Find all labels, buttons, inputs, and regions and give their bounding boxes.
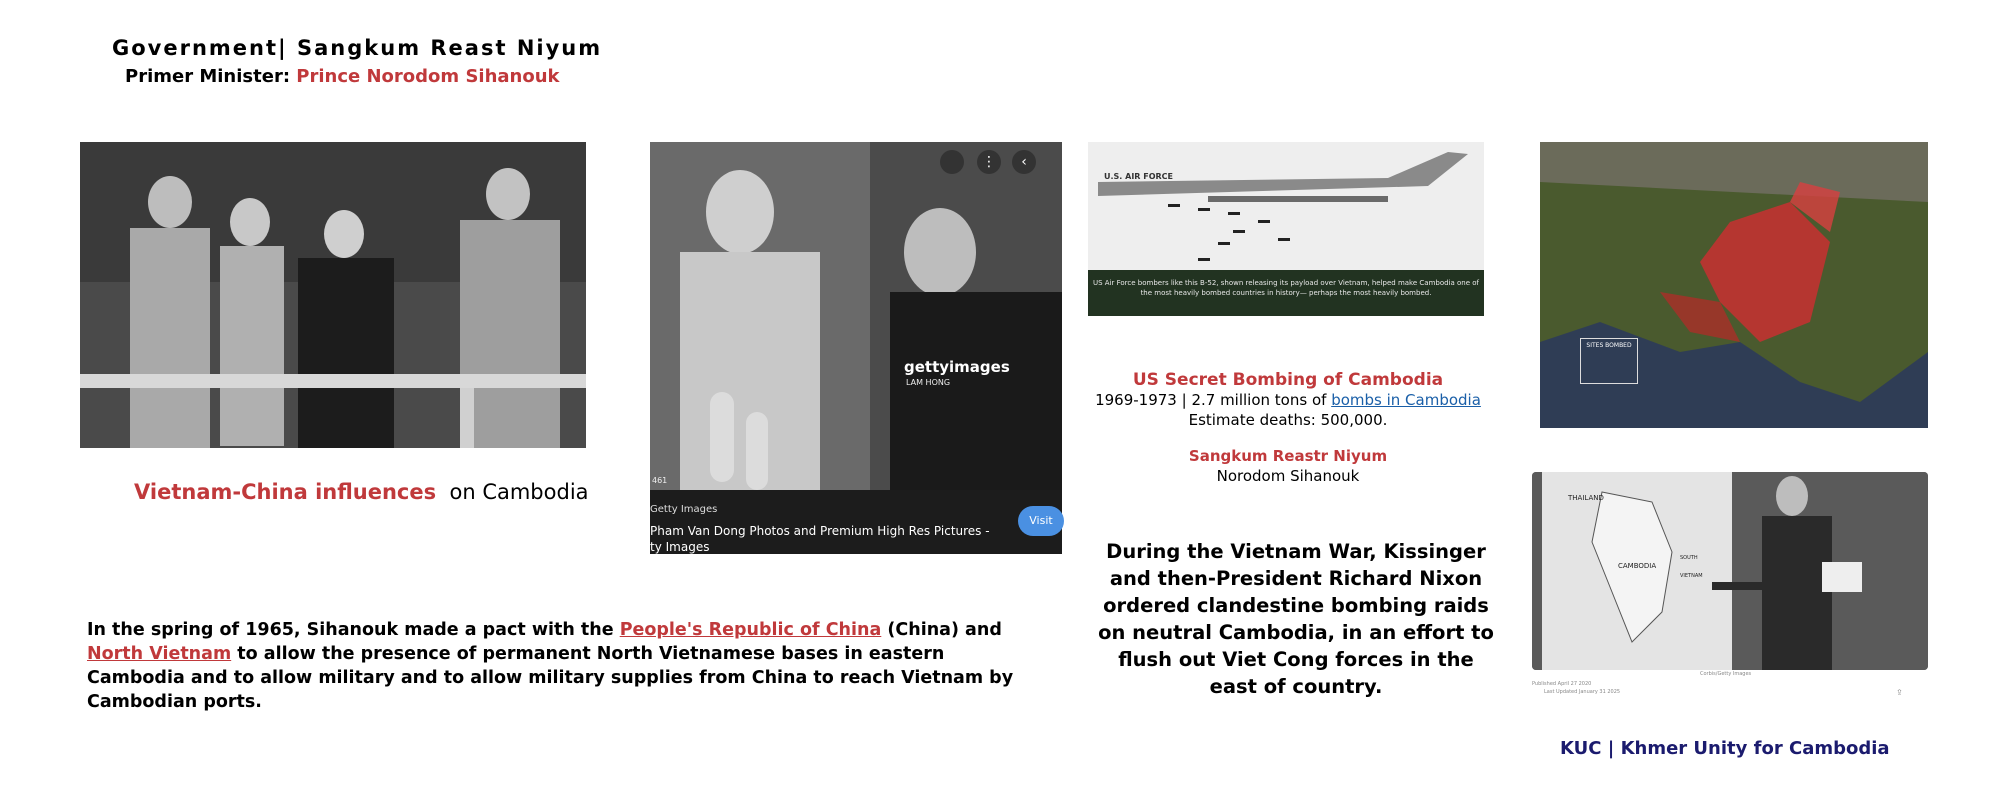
paragraph-text-1: In the spring of 1965, Sihanouk made a pact with the [87, 620, 620, 640]
subtitle-name: Prince Norodom Sihanouk [296, 66, 560, 87]
plane-marking: U.S. AIR FORCE [1104, 172, 1173, 181]
getty-credit: LAM HONG [906, 378, 951, 387]
map-label-cambodia: CAMBODIA [1618, 562, 1657, 570]
bombing-deaths: Estimate deaths: 500,000. [1188, 411, 1388, 429]
subtitle-prefix: Primer Minister: [125, 66, 291, 87]
party-name: Sangkum Reastr Niyum [1188, 447, 1388, 465]
getty-source: Getty Images [650, 504, 718, 515]
page-subtitle [125, 66, 560, 87]
share-icon[interactable]: ⇪ [1896, 688, 1903, 697]
pact-paragraph [87, 618, 1027, 714]
bombing-info [1088, 370, 1488, 486]
north-vietnam-link[interactable]: North Vietnam [87, 644, 232, 664]
party-leader: Norodom Sihanouk [1216, 467, 1360, 485]
bombing-title: US Secret Bombing of Cambodia [1132, 370, 1444, 390]
bombing-stat [1088, 390, 1488, 410]
photo1-caption [134, 480, 589, 504]
map-label-thailand: THAILAND [1568, 494, 1604, 502]
getty-info-bar [650, 490, 1062, 554]
prc-link[interactable]: People's Republic of China [619, 620, 882, 640]
more-options-icon[interactable]: ⋮ [977, 150, 1001, 174]
footer-org: KUC | Khmer Unity for Cambodia [1560, 738, 1890, 759]
page-title: Government| Sangkum Reast Niyum [112, 36, 603, 60]
caption-rest: on Cambodia [449, 480, 589, 504]
map-legend: SITES BOMBED [1580, 338, 1638, 384]
published-date: Published April 27 2020 [1532, 681, 1592, 687]
lens-icon[interactable] [940, 150, 964, 174]
getty-title-cont[interactable]: ty Images [650, 540, 710, 554]
map-label-vietnam: VIETNAM [1680, 573, 1703, 579]
map-label-south: SOUTH [1680, 555, 1698, 561]
updated-date: Last Updated January 31 2025 [1544, 689, 1621, 695]
getty-title[interactable]: Pham Van Dong Photos and Premium High Res Pictures - [650, 524, 990, 538]
getty-watermark: gettyimages [904, 358, 1010, 376]
b52-caption: US Air Force bombers like this B-52, shown releasing its payload over Vietnam, helped make Cambodia one of the most heavily bombed countries in history— perhaps the most heavily bombed. [1088, 270, 1484, 316]
stat-prefix: 1969-1973 | 2.7 million tons of [1095, 391, 1332, 409]
getty-count: 461 [652, 476, 668, 485]
getty-photo [650, 142, 1062, 490]
photo-credit: Corbis/Getty Images [1700, 671, 1752, 677]
chevron-left-icon[interactable]: ‹ [1012, 150, 1036, 174]
b52-photo [1088, 142, 1484, 270]
kissinger-paragraph: During the Vietnam War, Kissinger and then-President Richard Nixon ordered clandestine bombing raids on neutral Cambodia, in an effort to flush out Viet Cong forces in the east of country. [1098, 540, 1494, 698]
bombs-link[interactable]: bombs in Cambodia [1331, 391, 1481, 409]
paragraph-text-2: (China) and [881, 620, 1002, 640]
paragraph-text-3: to allow the presence of permanent North Vietnamese bases in eastern Cambodia and to allow military and to allow military supplies from China to reach Vietnam by Cambodian ports. [87, 644, 1014, 712]
leaders-balcony-photo [80, 142, 586, 448]
caption-highlight: Vietnam-China influences [134, 480, 437, 504]
bombing-sites-map [1540, 142, 1928, 428]
visit-button[interactable]: Visit [1018, 506, 1064, 536]
